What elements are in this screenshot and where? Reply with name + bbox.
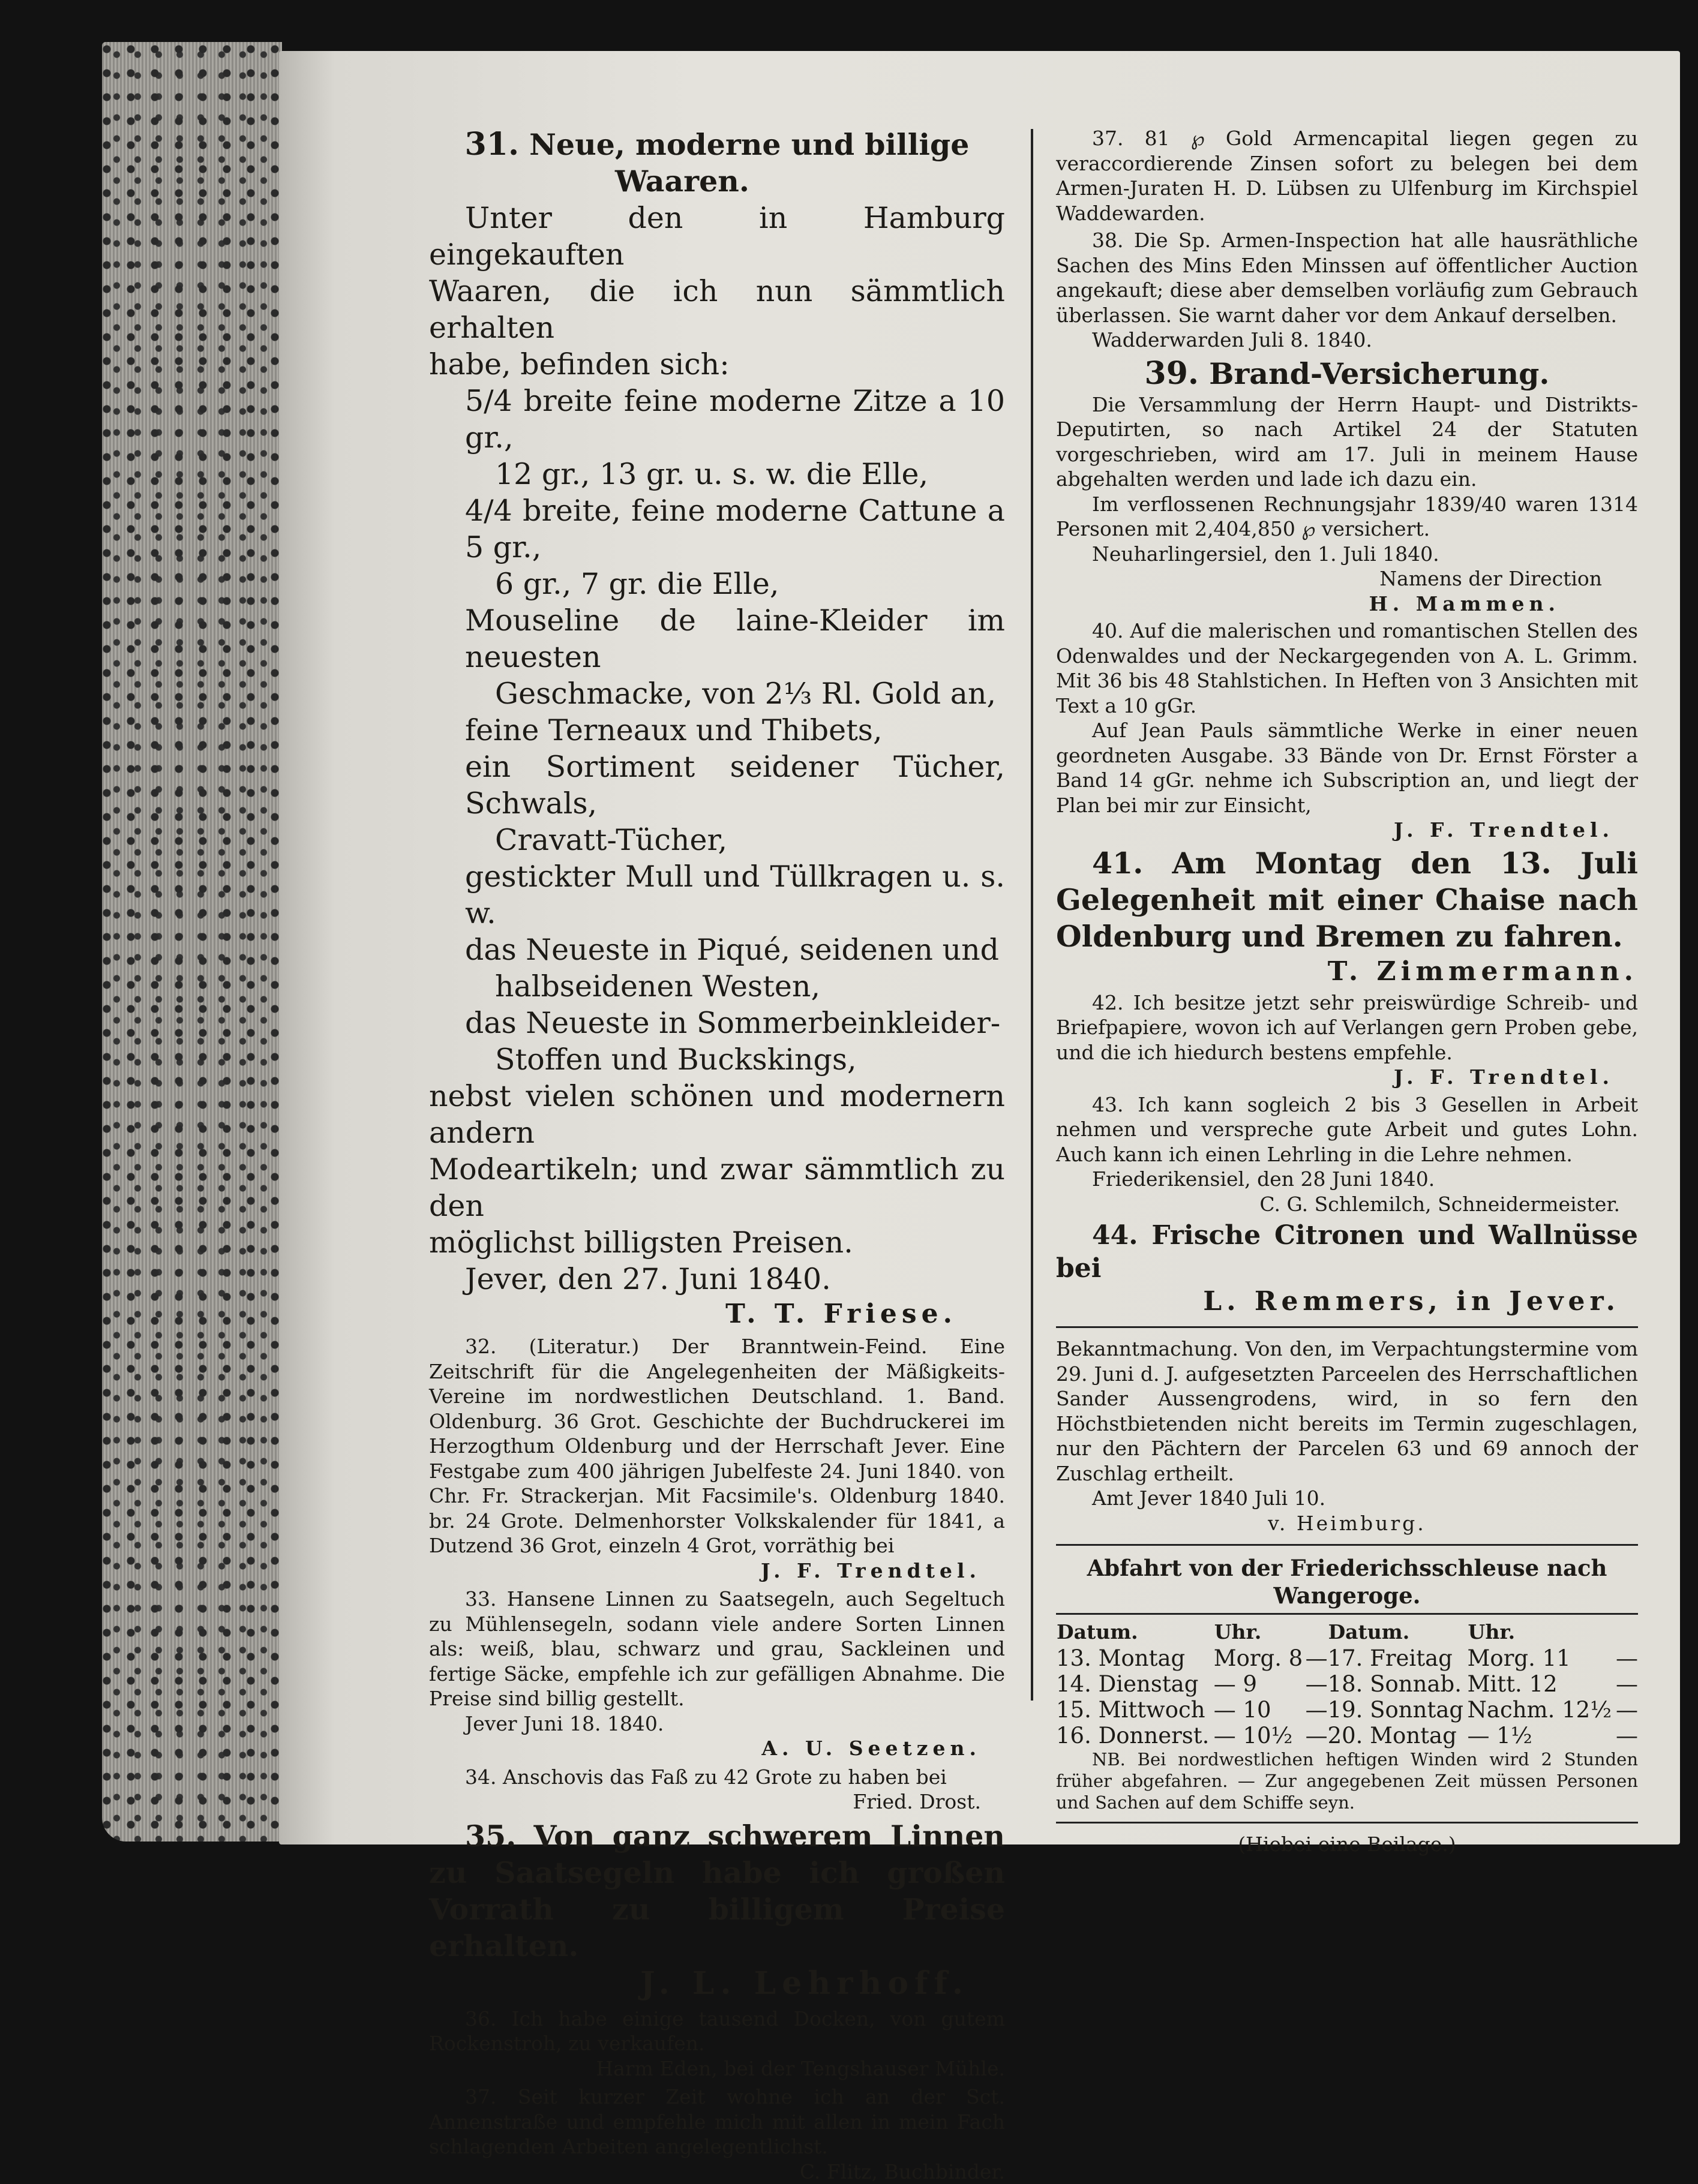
ad-35-text: 35. Von ganz schwerem Linnen zu Saatsegeln habe ich großen Vorrath zu billigem Preise erhalten.: [429, 1818, 1005, 1964]
ad-31-intro-1: Unter den in Hamburg eingekauften: [429, 200, 1005, 273]
ad-33: [429, 1587, 1005, 1761]
schedule-cell: —: [1616, 1671, 1638, 1697]
schedule-cell: Morg. 8: [1214, 1645, 1306, 1671]
schedule-row: [1056, 1645, 1638, 1671]
ad-39-title: [1056, 355, 1638, 392]
ad-31-item: Stoffen und Buckskings,: [429, 1041, 1005, 1078]
schedule-cell: — 1½: [1468, 1723, 1616, 1749]
ad-34: [429, 1765, 1005, 1815]
ad-31-item: 6 gr., 7 gr. die Elle,: [429, 566, 1005, 602]
ad-37-text: 37. Seit kurzer Zeit wohne ich an der Sct. Annenstraße und empfehle mich mit allen in mein Fach schlagenden Arbeiten angelegentlichst.: [429, 2084, 1005, 2159]
ad-39-text-1: Die Versammlung der Herrn Haupt- und Distrikts-Deputirten, so nach Artikel 24 der Statuten vorgeschrieben, wird am 17. Juli in meinem Hause abgehalten werden und lade ich dazu ein.: [1056, 392, 1638, 492]
ad-39-place-date: Neuharlingersiel, den 1. Juli 1840.: [1056, 542, 1638, 567]
ad-42: [1056, 990, 1638, 1090]
ad-36: [429, 2006, 1005, 2081]
ad-33-place-date: Jever Juni 18. 1840.: [429, 1711, 1005, 1737]
ad-32: [429, 1334, 1005, 1583]
ad-31-item: 4/4 breite, feine moderne Cattune a 5 gr.,: [429, 492, 1005, 566]
section-rule: [1056, 1544, 1638, 1546]
ad-31-title-line1: Neue, moderne und billige: [529, 127, 969, 162]
ad-32-text: 32. (Literatur.) Der Branntwein-Feind. Eine Zeitschrift für die Angelegenheiten der Mäßigkeits-Vereine im nordwestlichen Deutschland. 1. Band. Oldenburg. 36 Grot. Geschichte der Buchdruckerei im Herzogthum Oldenburg und der Herrschaft Jever. Eine Festgabe zum 400 jährigen Jubelfeste 24. Juni 1840. von Chr. Fr. Strackerjan. Mit Facsimile's. Oldenburg 1840. br. 24 Grote. Delmenhorster Volkskalender für 1841, a Dutzend 36 Grot, einzeln 4 Grot, vorräthig bei: [429, 1334, 1005, 1558]
schedule-cell: 16. Donnerst.: [1056, 1723, 1214, 1749]
schedule-cell: —: [1306, 1697, 1328, 1723]
ad-33-text: 33. Hansene Linnen zu Saatsegeln, auch Segeltuch zu Mühlensegeln, sodann viele andere Sorten Linnen als: weiß, blau, schwarz und grau, Sackleinen und fertige Säcke, empfehle ich zur gefälligen Abnahme. Die Preise sind billig gestellt.: [429, 1587, 1005, 1711]
ad-33-signature: A. U. Seetzen.: [429, 1736, 1005, 1761]
ad-44-text: 44. Frische Citronen und Wallnüsse bei: [1056, 1219, 1638, 1285]
ad-31-title-line2: Waaren.: [429, 163, 1005, 200]
ad-39: [1056, 355, 1638, 617]
ad-43-place-date: Friederikensiel, den 28 Juni 1840.: [1056, 1167, 1638, 1192]
ad-39-number: 39.: [1145, 355, 1199, 392]
schedule-cell: —: [1306, 1671, 1328, 1697]
schedule-cell: — 10½: [1214, 1723, 1306, 1749]
right-column: [1056, 126, 1638, 1857]
notice-signature: v. Heimburg.: [1056, 1511, 1638, 1536]
ad-37-signature: C. Flitz, Buchbinder.: [429, 2159, 1005, 2184]
ad-39-sign-role: Namens der Direction: [1056, 566, 1638, 591]
schedule-cell: —: [1616, 1723, 1638, 1749]
ad-31-item: das Neueste in Piqué, seidenen und: [429, 932, 1005, 968]
ad-31-number: 31.: [465, 126, 519, 163]
ad-31-item: halbseidenen Westen,: [429, 968, 1005, 1005]
schedule-cell: 17. Freitag: [1328, 1645, 1468, 1671]
ad-31: [429, 126, 1005, 1330]
schedule-cell: 15. Mittwoch: [1056, 1697, 1214, 1723]
schedule-cell: Nachm. 12½: [1468, 1697, 1616, 1723]
ad-41: [1056, 845, 1638, 988]
ad-44-signature: L. Remmers, in Jever.: [1056, 1285, 1638, 1318]
ad-31-item: feine Terneaux und Thibets,: [429, 712, 1005, 749]
ad-31-signature: T. T. Friese.: [429, 1297, 1005, 1330]
ad-41-signature: T. Zimmermann.: [1056, 955, 1638, 988]
ad-44: [1056, 1219, 1638, 1318]
schedule-cell: — 9: [1214, 1671, 1306, 1697]
ad-31-item: möglichst billigsten Preisen.: [429, 1224, 1005, 1261]
ad-40-text-1: 40. Auf die malerischen und romantischen Stellen des Odenwaldes und der Neckargegenden von A. L. Grimm. Mit 36 bis 48 Stahlstichen. In Heften von 3 Ansichten mit Text a 10 gGr.: [1056, 618, 1638, 718]
schedule-cell: 18. Sonnab.: [1328, 1671, 1468, 1697]
ad-34-signature: Fried. Drost.: [429, 1789, 1005, 1815]
ad-38-place-date: Wadderwarden Juli 8. 1840.: [1056, 328, 1638, 353]
schedule-row: [1056, 1697, 1638, 1723]
supplement-notice: (Hiebei eine Beilage.): [1056, 1832, 1638, 1857]
left-column: [429, 126, 1005, 2184]
schedule-header-row: [1056, 1618, 1638, 1645]
schedule-row: [1056, 1723, 1638, 1749]
ad-43: [1056, 1092, 1638, 1217]
ad-31-intro-3: habe, befinden sich:: [429, 346, 1005, 383]
ad-35-signature: J. L. Lehrhoff.: [429, 1964, 1005, 2003]
schedule-cell: Mitt. 12: [1468, 1671, 1616, 1697]
ad-32-signature: J. F. Trendtel.: [429, 1558, 1005, 1584]
ad-31-item: gestickter Mull und Tüllkragen u. s. w.: [429, 858, 1005, 932]
schedule-header-date: Datum.: [1328, 1618, 1468, 1645]
ferry-schedule: [1056, 1554, 1638, 1813]
ad-31-intro-2: Waaren, die ich nun sämmtlich erhalten: [429, 273, 1005, 346]
ad-40-text-2: Auf Jean Pauls sämmtliche Werke in einer neuen geordneten Ausgabe. 33 Bände von Dr. Ernst Förster a Band 14 gGr. nehme ich Subscription an, und liegt der Plan bei mir zur Einsicht,: [1056, 718, 1638, 818]
schedule-cell: —: [1616, 1697, 1638, 1723]
section-rule: [1056, 1326, 1638, 1328]
schedule-header-time: Uhr.: [1214, 1618, 1306, 1645]
schedule-table: [1056, 1618, 1638, 1749]
ad-39-title-text: Brand-Versicherung.: [1209, 356, 1549, 391]
ad-37b: [1056, 126, 1638, 226]
notice-text: Bekanntmachung. Von den, im Verpachtungstermine vom 29. Juni d. J. aufgesetzten Parceelen des Herrschaftlichen Sander Aussengrodens, wird, in so fern den Höchstbietenden nicht bereits im Termin zugeschlagen, nur den Pächtern der Parcelen 63 und 69 annoch der Zuschlag ertheilt.: [1056, 1336, 1638, 1486]
schedule-row: [1056, 1671, 1638, 1697]
schedule-cell: 14. Dienstag: [1056, 1671, 1214, 1697]
notice-bekanntmachung: [1056, 1336, 1638, 1536]
section-rule: [1056, 1822, 1638, 1823]
schedule-cell: —: [1306, 1645, 1328, 1671]
schedule-cell: 19. Sonntag: [1328, 1697, 1468, 1723]
ad-31-item: Modeartikeln; und zwar sämmtlich zu den: [429, 1151, 1005, 1224]
schedule-cell: 20. Montag: [1328, 1723, 1468, 1749]
schedule-cell: —: [1616, 1645, 1638, 1671]
ad-31-item: nebst vielen schönen und modernern andern: [429, 1078, 1005, 1151]
schedule-cell: —: [1306, 1723, 1328, 1749]
column-divider: [1031, 129, 1033, 1701]
schedule-header-date: Datum.: [1056, 1618, 1214, 1645]
ad-40: [1056, 618, 1638, 843]
ad-31-item: 5/4 breite feine moderne Zitze a 10 gr.,: [429, 383, 1005, 456]
ad-31-item: das Neueste in Sommerbeinkleider-: [429, 1005, 1005, 1041]
ad-37: [429, 2084, 1005, 2184]
ad-43-signature: C. G. Schlemilch, Schneidermeister.: [1056, 1192, 1638, 1217]
ad-35: [429, 1818, 1005, 2003]
ad-36-text: 36. Ich habe einige tausend Docken, von gutem Rockenstroh, zu verkaufen.: [429, 2006, 1005, 2056]
notice-place-date: Amt Jever 1840 Juli 10.: [1056, 1486, 1638, 1511]
schedule-note: NB. Bei nordwestlichen heftigen Winden wird 2 Stunden früher abgefahren. — Zur angegebenen Zeit müssen Personen und Sachen auf dem Schiffe seyn.: [1056, 1749, 1638, 1813]
ad-37b-text: 37. 81 ℘ Gold Armencapital liegen gegen zu veraccordierende Zinsen sofort zu belegen bei dem Armen-Juraten H. D. Lübsen zu Ulfenburg im Kirchspiel Waddewarden.: [1056, 126, 1638, 226]
book-page-edges: [102, 42, 282, 1841]
ad-39-signature: H. Mammen.: [1056, 591, 1638, 617]
ad-41-text: 41. Am Montag den 13. Juli Gelegenheit mit einer Chaise nach Oldenburg und Bremen zu fahren.: [1056, 845, 1638, 955]
schedule-cell: 13. Montag: [1056, 1645, 1214, 1671]
ad-40-signature: J. F. Trendtel.: [1056, 818, 1638, 843]
ad-43-text: 43. Ich kann sogleich 2 bis 3 Gesellen in Arbeit nehmen und verspreche gute Arbeit und gutes Lohn. Auch kann ich einen Lehrling in die Lehre nehmen.: [1056, 1092, 1638, 1167]
schedule-header-time: Uhr.: [1468, 1618, 1616, 1645]
ad-31-item: Mouseline de laine-Kleider im neuesten: [429, 602, 1005, 675]
ad-31-item: ein Sortiment seidener Tücher, Schwals,: [429, 749, 1005, 822]
ad-38: [1056, 228, 1638, 353]
schedule-cell: — 10: [1214, 1697, 1306, 1723]
ad-39-text-2: Im verflossenen Rechnungsjahr 1839/40 waren 1314 Personen mit 2,404,850 ℘ versichert.: [1056, 492, 1638, 542]
ad-31-item: Geschmacke, von 2⅓ Rl. Gold an,: [429, 675, 1005, 712]
ad-42-signature: J. F. Trendtel.: [1056, 1065, 1638, 1090]
ad-36-signature: Harm Eden, bei der Tengshauser Mühle.: [429, 2056, 1005, 2081]
ad-31-item: Cravatt-Tücher,: [429, 822, 1005, 858]
schedule-title: Abfahrt von der Friederichsschleuse nach Wangeroge.: [1056, 1554, 1638, 1609]
ad-31-place-date: Jever, den 27. Juni 1840.: [429, 1261, 1005, 1297]
ad-38-text: 38. Die Sp. Armen-Inspection hat alle hausräthliche Sachen des Mins Eden Minssen auf öffentlicher Auction angekauft; diese aber demselben vorläufig zum Gebrauch überlassen. Sie warnt daher vor dem Ankauf derselben.: [1056, 228, 1638, 328]
schedule-cell: Morg. 11: [1468, 1645, 1616, 1671]
ad-31-title: [429, 126, 1005, 163]
ad-42-text: 42. Ich besitze jetzt sehr preiswürdige Schreib- und Briefpapiere, wovon ich auf Verlangen gern Proben gebe, und die ich hiedurch bestens empfehle.: [1056, 990, 1638, 1065]
schedule-rule: [1056, 1613, 1638, 1615]
ad-34-text: 34. Anschovis das Faß zu 42 Grote zu haben bei: [429, 1765, 1005, 1790]
ad-31-item: 12 gr., 13 gr. u. s. w. die Elle,: [429, 456, 1005, 492]
